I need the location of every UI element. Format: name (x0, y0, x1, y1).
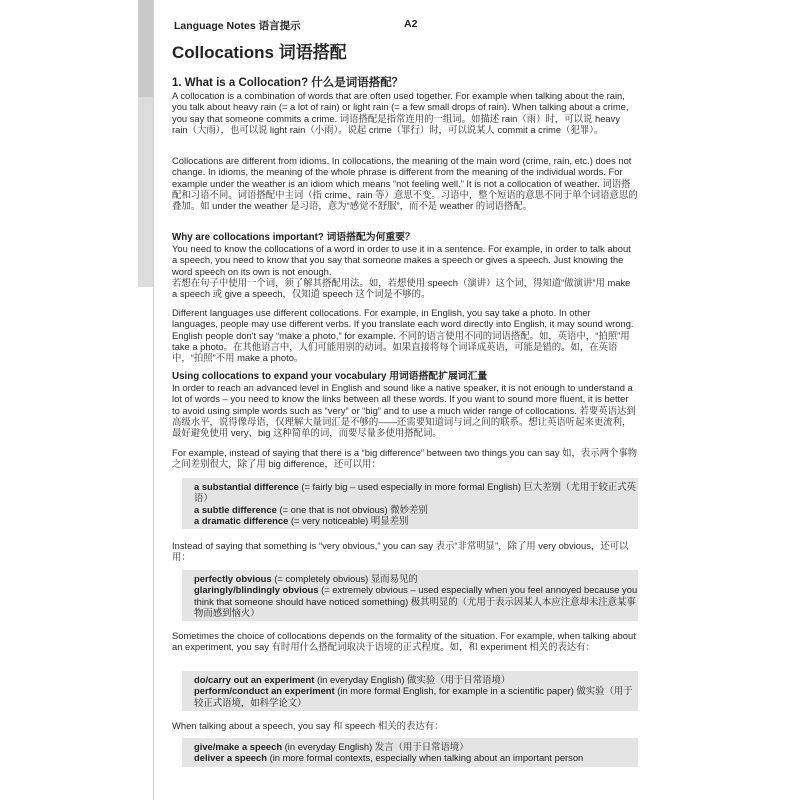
paragraph-speech-cn: 若想在句子中使用一个词，须了解其搭配用法。如，若想使用 speech（演讲）这个词，得知道“做演讲”用 make a speech 或 give a speech，仅知道 speech 这个词是不够的。 (172, 277, 631, 300)
side-tab-marker (138, 0, 154, 97)
header-title: Language Notes 语言提示 (174, 20, 301, 32)
section-title-what-is: 1. What is a Collocation? 什么是词语搭配？ (172, 77, 404, 89)
paragraph-formality: Sometimes the choice of collocations depends on the formality of the situation. For example, when talking about an experiment, you say 有时用什么搭配词取决于语境的正式程度。如，和 experiment 相关的表达有： (172, 630, 636, 653)
paragraph-definition: A collocation is a combination of words that are often used together. For example when talking about the rain, you talk about heavy rain (= a lot of rain) or light rain (= a few small drops of rain). When talking about a crime, you say that someone commits a crime. 词语搭配是指常连用的一组词。如描述 rain（雨）时，可以说 heavy rain（大雨），也可以说 light rain（小雨）。说起 crime（罪行）时，可以说某人 commit a crime（犯罪）。 (172, 90, 629, 135)
example-box-speech (182, 738, 638, 767)
example-item: perfectly obvious (= completely obvious) 显而易见的 (194, 573, 418, 584)
page-title: Collocations 词语搭配 (172, 43, 347, 62)
paragraph-languages: Different languages use different collocations. For example, in English, you say take a photo. In other languages, people may use different verbs. If you translate each word directly into English, it may sound wrong. English people don't say “make a photo,” for example. 不同的语言使用不同的词语搭配。如，英语中，“拍照”用 take a photo。在其他语言中，人们可能用别的动词。如果直接将每个词译成英语，可能是错的。如，在英语中，“拍照”不用 make a photo。 (172, 307, 634, 364)
example-item: deliver a speech (in more formal contexts, especially when talking about an important person (194, 752, 584, 764)
example-item: glaringly/blindingly obvious (= extremely obvious – used especially when you feel annoyed because you think that someone should have noticed something) 极其明显的（尤用于表示因某人本应注意却未注意某事物而感到恼火） (194, 584, 638, 618)
paragraph-big-difference: For example, instead of saying that there is a “big difference” between two things you can say 如，表示两个事物之间差别很大，除了用 big difference，还可以用： (172, 447, 638, 470)
paragraph-advanced-level: In order to reach an advanced level in English and sound like a native speaker, it is not enough to understand a lot of words – you need to know the links between all these words. If you want to sound more fluent, it is better to avoid using simple words such as “very” or “big” and to use a much wider range of collocations. 若要英语达到高级水平，说得像母语，仅理解大量词汇是不够的——还需要知道词与词之间的联系。想让英语听起来更流利，最好避免使用 very、big 这种简单的词，而要尽量多使用搭配词。 (172, 382, 636, 439)
example-item: a dramatic difference (= very noticeable) 明显差别 (194, 514, 409, 526)
running-header (172, 18, 640, 32)
example-box-difference (182, 478, 638, 529)
example-box-obvious (182, 570, 638, 621)
margin-rule (153, 0, 154, 800)
example-item: a subtle difference (= one that is not obvious) 微妙差别 (194, 503, 428, 515)
example-item: do/carry out an experiment (in everyday English) 做实验（用于日常语境） (194, 674, 511, 685)
paragraph-speech: You need to know the collocations of a word in order to use it in a sentence. For example, in order to talk about a speech, you need to know that you say that someone makes a speech or gives a speech. Just knowing the word speech on its own is not enough. (172, 243, 631, 277)
paragraph-speech-expressions: When talking about a speech, you say 和 speech 相关的表达有： (172, 720, 444, 731)
example-item: perform/conduct an experiment (in more formal English, for example in a scientific paper) 做实验（用于较正式语境，如科学论文） (194, 685, 633, 708)
subheading-why-important: Why are collocations important? 词语搭配为何重要？ (172, 232, 415, 243)
subheading-expand-vocabulary: Using collocations to expand your vocabulary 用词语搭配扩展词汇量 (172, 371, 488, 382)
header-page-code: A2 (404, 18, 418, 30)
paragraph-very-obvious: Instead of saying that something is “very obvious,” you can say 表示“非常明显”，除了用 very obvious，还可以用： (172, 540, 629, 563)
example-item: a substantial difference (= fairly big – used especially in more formal English) 巨大差别（尤用于较正式英语） (194, 481, 637, 504)
paragraph-idioms: Collocations are different from idioms. In collocations, the meaning of the main word (crime, rain, etc.) does not change. In idioms, the meaning of the whole phrase is different from the meaning of the individual words. For example under the weather is an idiom which means “not feeling well.” It is not a collocation of weather. 词语搭配和习语不同。词语搭配中主词（指 crime、rain 等）意思不变。习语中，整个短语的意思不同于单个词语意思的叠加。如 under the weather 是习语，意为“感觉不舒服”，而不是 weather 的词语搭配。 (172, 155, 638, 212)
side-section-marker (138, 97, 154, 287)
example-box-experiment (182, 671, 638, 711)
example-item: give/make a speech (in everyday English) 发言（用于日常语境） (194, 741, 469, 752)
